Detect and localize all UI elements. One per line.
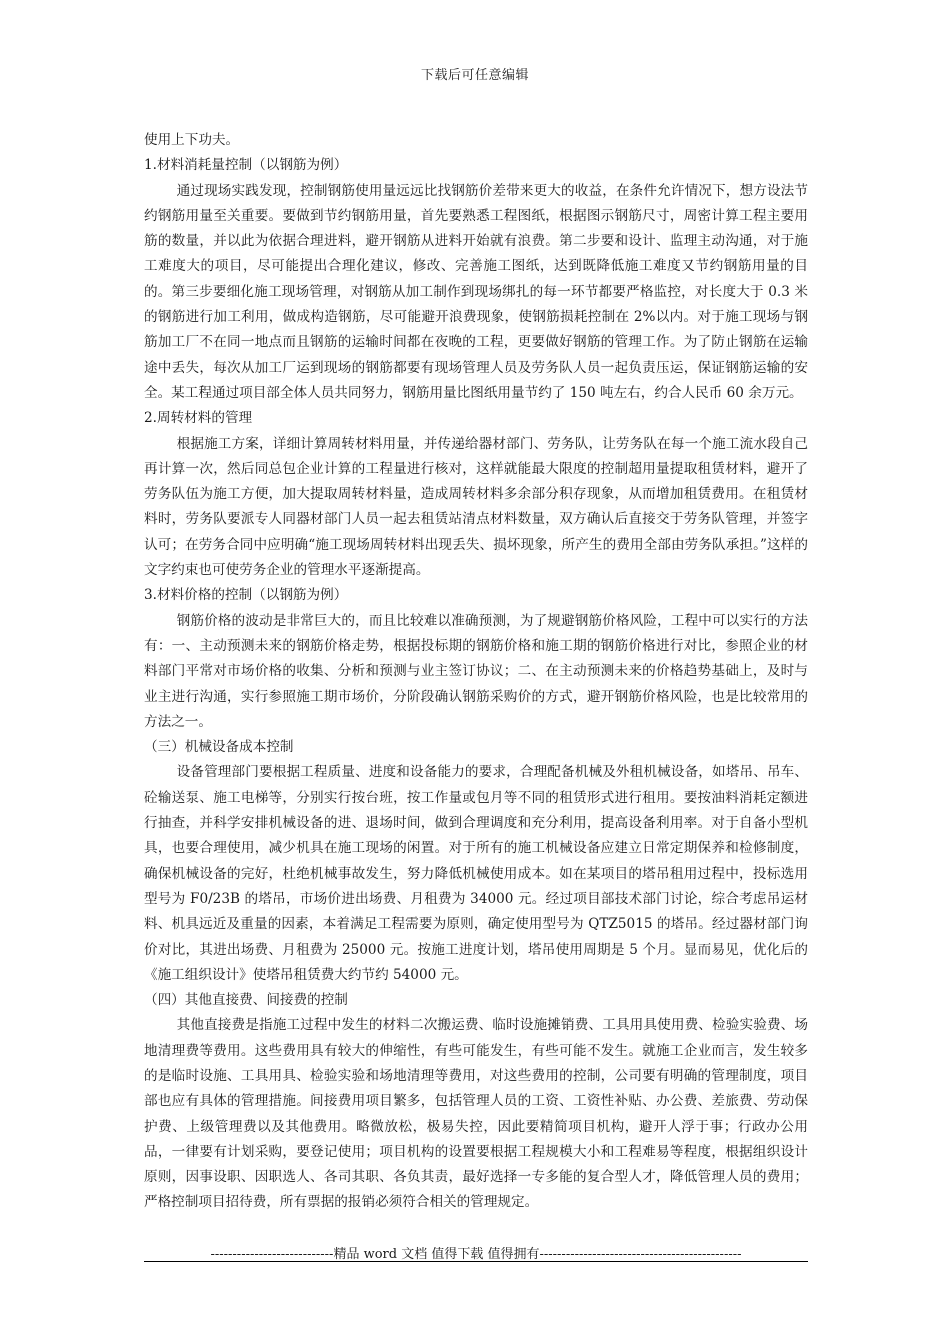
- section-heading: 2.周转材料的管理: [144, 410, 253, 427]
- document-body: [144, 128, 808, 1216]
- body-paragraph: 钢筋价格的波动是非常巨大的，而且比较难以准确预测，为了规避钢筋价格风险，工程中可以实行的方法有：一、主动预测未来的钢筋价格走势，根据投标期的钢筋价格和施工期的钢筋价格进行对比，参照企业的材料部门平常对市场价格的收集、分析和预测与业主签订协议；二、在主动预测未来的价格趋势基础上，及时与业主进行沟通，实行参照施工期市场价，分阶段确认钢筋采购价的方式，避开钢筋价格风险，也是比较常用的方法之一。: [144, 612, 808, 730]
- body-paragraph: 设备管理部门要根据工程质量、进度和设备能力的要求，合理配备机械及外租机械设备，如塔吊、吊车、砼输送泵、施工电梯等，分别实行按台班，按工作量或包月等不同的租赁形式进行租用。要按油料消耗定额进行抽查，并科学安排机械设备的进、退场时间，做到合理调度和充分利用，提高设备利用率。对于自备小型机具，也要合理使用，减少机具在施工现场的闲置。对于所有的施工机械设备应建立日常定期保养和检修制度，确保机械设备的完好，杜绝机械事故发生，努力降低机械使用成本。如在某项目的塔吊租用过程中，投标选用型号为 F0/23B 的塔吊，市场价进出场费、月租费为 34000 元。经过项目部技术部门讨论，综合考虑吊运材料、机具远近及重量的因素，本着满足工程需要为原则，确定使用型号为 QTZ5015 的塔吊。经过器材部门询价对比，其进出场费、月租费为 25000 元。按施工进度计划，塔吊使用周期是 5 个月。显而易见，优化后的《施工组织设计》使塔吊租赁费大约节约 54000 元。: [144, 764, 808, 983]
- section-heading: （四）其他直接费、间接费的控制: [144, 992, 348, 1009]
- body-paragraph: 通过现场实践发现，控制钢筋使用量远远比找钢筋价差带来更大的收益，在条件允许情况下，想方设法节约钢筋用量至关重要。要做到节约钢筋用量，首先要熟悉工程图纸，根据图示钢筋尺寸，周密计算工程主要用筋的数量，并以此为依据合理进料，避开钢筋从进料开始就有浪费。第二步要和设计、监理主动沟通，对于施工难度大的项目，尽可能提出合理化建议，修改、完善施工图纸，达到既降低施工难度又节约钢筋用量的目的。第三步要细化施工现场管理，对钢筋从加工制作到现场绑扎的每一环节都要严格监控，对长度大于 0.3 米的钢筋进行加工利用，做成构造钢筋，尽可能避开浪费现象，使钢筋损耗控制在 2%以内。对于施工现场与钢筋加工厂不在同一地点而且钢筋的运输时间都在夜晚的工程，更要做好钢筋的管理工作。为了防止钢筋在运输途中丢失，每次从加工厂运到现场的钢筋都要有现场管理人员及劳务队人员一起负责压运，保证钢筋运输的安全。某工程通过项目部全体人员共同努力，钢筋用量比图纸用量节约了 150 吨左右，约合人民币 60 余万元。: [144, 182, 808, 401]
- text-line: 使用上下功夫。: [144, 132, 240, 148]
- section-heading: 3.材料价格的控制（以钢筋为例）: [144, 587, 348, 604]
- section-heading: （三）机械设备成本控制: [144, 739, 294, 756]
- page-header: 下载后可任意编辑: [420, 68, 529, 83]
- page-footer: ----------------------------精品 word 文档 值得下载 值得拥有----------------------------------------------: [210, 1247, 742, 1262]
- section-heading: 1.材料消耗量控制（以钢筋为例）: [144, 157, 348, 174]
- footer-divider: [144, 1261, 808, 1262]
- body-paragraph: 其他直接费是指施工过程中发生的材料二次搬运费、临时设施摊销费、工具用具使用费、检验实验费、场地清理费等费用。这些费用具有较大的伸缩性，有些可能发生，有些可能不发生。就施工企业而言，发生较多的是临时设施、工具用具、检验实验和场地清理等费用，对这些费用的控制，公司要有明确的管理制度，项目部也应有具体的管理措施。间接费用项目繁多，包括管理人员的工资、工资性补贴、办公费、差旅费、劳动保护费、上级管理费以及其他费用。略微放松，极易失控，因此要精简项目机构，避开人浮于事；行政办公用品，一律要有计划采购，要登记使用；项目机构的设置要根据工程规模大小和工程难易等程度，根据组织设计原则，因事设职、因职选人、各司其职、各负其责，最好选择一专多能的复合型人才，降低管理人员的费用；严格控制项目招待费，所有票据的报销必须符合相关的管理规定。: [144, 1017, 808, 1211]
- body-paragraph: 根据施工方案，详细计算周转材料用量，并传递给器材部门、劳务队，让劳务队在每一个施工流水段自己再计算一次，然后同总包企业计算的工程量进行核对，这样就能最大限度的控制超用量提取租赁材料，避开了劳务队伍为施工方便，加大提取周转材料量，造成周转材料多余部分积存现象，从而增加租赁费用。在租赁材料时，劳务队要派专人同器材部门人员一起去租赁站清点材料数量，双方确认后直接交于劳务队管理，并签字认可；在劳务合同中应明确“施工现场周转材料出现丢失、损坏现象，所产生的费用全部由劳务队承担。”这样的文字约束也可使劳务企业的管理水平逐渐提高。: [144, 435, 808, 579]
